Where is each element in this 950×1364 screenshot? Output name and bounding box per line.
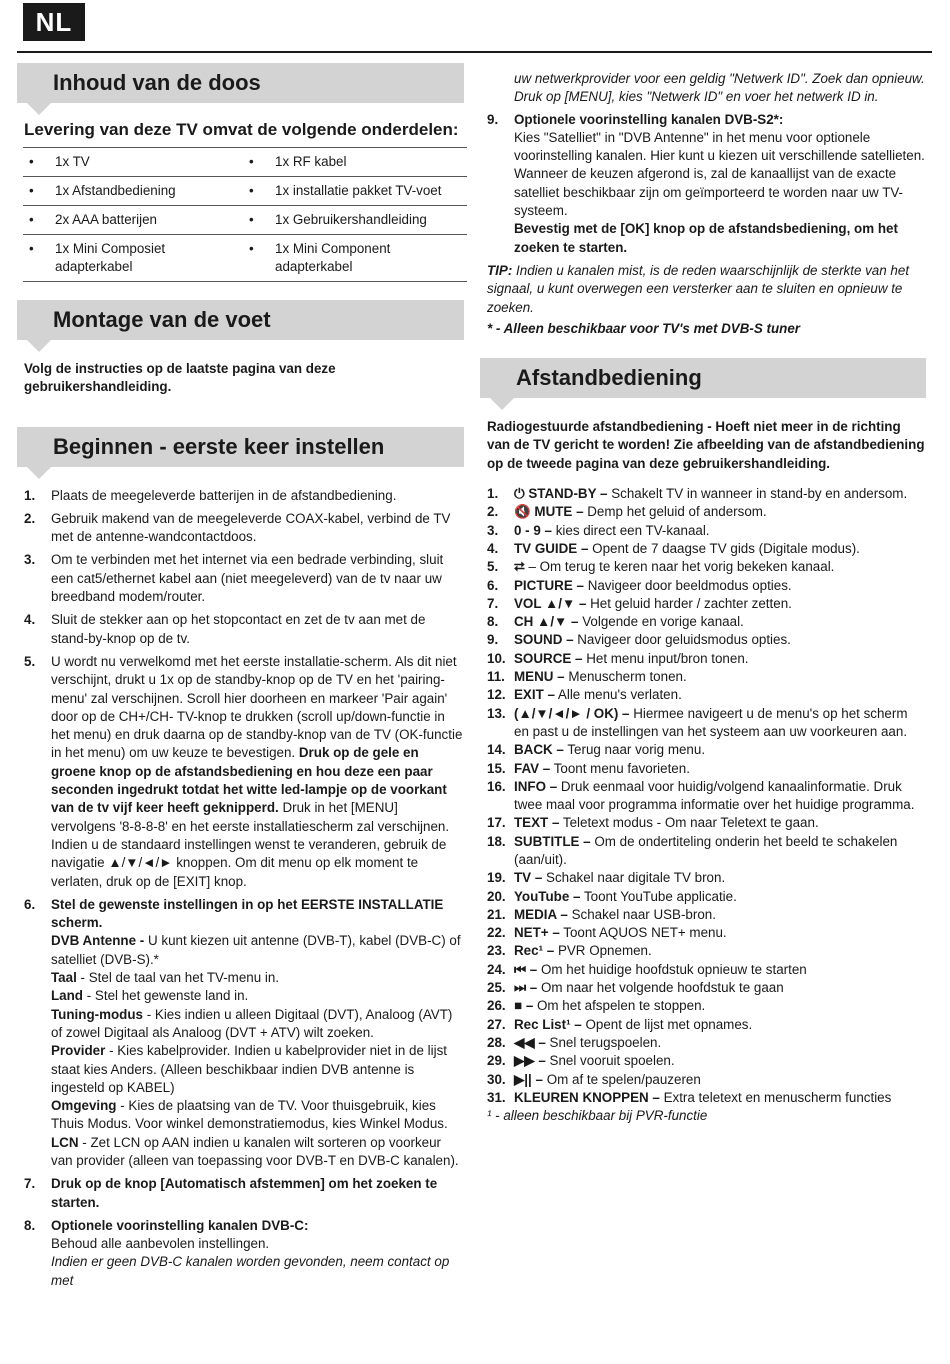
list-item: 3. 0 - 9 – kies direct een TV-kanaal. [487, 522, 710, 538]
list-item: 11. MENU – Menuscherm tonen. [487, 669, 687, 685]
list-item: 5. ⮂ – Om terug te keren naar het vorig bekeken kanaal. [487, 559, 835, 575]
list-item: 28. ◀◀ – Snel terugspoelen. [487, 1034, 662, 1050]
button-icon: ⏻ [514, 486, 525, 502]
table-row: • 2x AAA batterijen • 1x Gebruikershandleiding [23, 206, 467, 235]
button-icon: 🔇 [514, 504, 531, 520]
list-item: 6. Stel de gewenste instellingen in op het EERSTE INSTALLATIE scherm. DVB Antenne - U kunt kiezen uit antenne (DVB-T), kabel (DVB-C) of satelliet (DVB-S).* Taal - Stel de taal van het TV-menu in. Land - Stel het gewenste land in. Tuning-modus - Kies indien u alleen Digitaal (DVT), Analoog (AVT) of zowel Digitaal als Analoog (DVT + ATV) wilt zoeken. Provider - Kies kabelprovider. Indien u kabelprovider niet in de lijst staat kies Anders. (Alleen beschikbaar indien DVB antenne is ingesteld op KABEL) Omgeving - Kies de plaatsing van de TV. Voor thuisgebruik, kies Thuis Modus. Voor winkel demonstratiemodus, kies Winkel Modus. LCN - Zet LCN op AAN indien u kanalen wilt sorteren op voorkeur van provider (alleen van toepassing voor DVB-T en DVB-C kanalen). [24, 896, 461, 1168]
list-item: 26. ■ – Om het afspelen te stoppen. [487, 998, 706, 1014]
dvbs-note: * - Alleen beschikbaar voor TV's met DVB-S tuner [487, 320, 800, 336]
list-item: 7. Druk op de knop [Automatisch afstemmen] om het zoeken te starten. [24, 1176, 438, 1210]
list-item: 9. SOUND – Navigeer door geluidsmodus opties. [487, 632, 791, 648]
button-icon: ⏭ [514, 980, 527, 996]
button-icon: ■ [514, 998, 523, 1014]
list-item: 14. BACK – Terug naar vorig menu. [487, 742, 706, 758]
table-row: • 1x Afstandbediening • 1x installatie pakket TV-voet [23, 177, 467, 206]
button-icon: ▶▶ [514, 1053, 535, 1069]
pvr-note: ¹ - alleen beschikbaar bij PVR-functie [487, 1108, 708, 1124]
left-column [17, 63, 464, 1295]
table-cell: 1x Afstandbediening [55, 183, 176, 198]
list-item: 4. Sluit de stekker aan op het stopcontact en zet de tv aan met de stand-by-knop op de tv. [24, 612, 426, 646]
section-title: Inhoud van de doos [53, 70, 261, 95]
list-item: 27. Rec List¹ – Opent de lijst met opnames. [487, 1016, 753, 1032]
section-title: Montage van de voet [53, 307, 271, 332]
section-header-stand [17, 300, 464, 340]
stand-instructions: Volg de instructies op de laatste pagina van deze gebruikershandleiding. [24, 361, 336, 395]
box-contents-subtitle: Levering van deze TV omvat de volgende onderdelen: [24, 120, 459, 139]
list-item: 8. CH ▲/▼ – Volgende en vorige kanaal. [487, 614, 744, 630]
list-item: 4. TV GUIDE – Opent de 7 daagse TV gids (Digitale modus). [487, 540, 860, 556]
list-item: 10. SOURCE – Het menu input/bron tonen. [487, 650, 749, 666]
list-item: 17. TEXT – Teletext modus - Om naar Teletext te gaan. [487, 815, 819, 831]
table-cell: 1x RF kabel [275, 154, 347, 169]
list-item: 8. Optionele voorinstelling kanalen DVB-C: Behoud alle aanbevolen instellingen. Indien er geen DVB-C kanalen worden gevonden, neem contact op met [24, 1217, 450, 1288]
list-item: 1. ⏻ STAND-BY – Schakelt TV in wanneer in stand-by en andersom. [487, 486, 908, 502]
list-item: 5. U wordt nu verwelkomd met het eerste installatie-scherm. Als dit niet verschijnt, drukt u 1x op de standby-knop op de TV en het 'pairing-menu' zal verschijnen. Scroll hier doorheen en markeer 'Pair again' door op de CH+/CH- TV-knop te drukken (scroll up/down-functie in het menu) en druk daarna op de standby-knop van de TV (OK-functie in het menu) om uw keuze te bevestigen. Druk op de gele en groene knop op de afstandsbediening en hou deze een paar seconden ingedrukt totdat het witte led-lampje op de voorkant van de tv vijf keer heeft geknipperd. Druk in het [MENU] vervolgens '8-8-8-8' en het eerste installatiescherm zal verschijnen. Indien u de standaard instellingen wenst te veranderen, gebruik de navigatie ▲/▼/◄/► knoppen. Om dit menu op elk moment te verlaten, druk op de [EXIT] knop. [24, 653, 463, 889]
section-header-first-setup [17, 427, 464, 467]
box-contents-table [23, 147, 467, 282]
top-rule [17, 51, 932, 53]
button-icon: ⏮ [514, 961, 527, 977]
section-title: Afstandbediening [516, 365, 702, 391]
list-item: 31. KLEUREN KNOPPEN – Extra teletext en menuscherm functies [487, 1089, 892, 1105]
list-item: 30. ▶|| – Om af te spelen/pauzeren [487, 1071, 701, 1087]
button-icon: ◀◀ [514, 1034, 535, 1050]
setup-steps-cont [480, 111, 926, 257]
table-row: • 1x TV • 1x RF kabel [23, 148, 467, 177]
list-item: 21. MEDIA – Schakel naar USB-bron. [487, 906, 716, 922]
section-header-box-contents [17, 63, 464, 103]
right-column [480, 70, 926, 1125]
list-item: 13. (▲/▼/◄/► / OK) – Hiermee navigeert u de menu's op het scherm en past u de instellingen van het systeem aan uw voorkeuren aan. [487, 705, 908, 739]
list-item: 22. NET+ – Toont AQUOS NET+ menu. [487, 925, 727, 941]
list-item: 7. VOL ▲/▼ – Het geluid harder / zachter zetten. [487, 595, 792, 611]
table-cell: 1x Gebruikershandleiding [275, 212, 427, 227]
list-item: 19. TV – Schakel naar digitale TV bron. [487, 870, 726, 886]
table-cell: 2x AAA batterijen [55, 212, 157, 227]
list-item: 6. PICTURE – Navigeer door beeldmodus opties. [487, 577, 792, 593]
table-cell: 1x Mini Component adapterkabel [275, 241, 391, 274]
remote-buttons-list [480, 485, 926, 1107]
list-item: 15. FAV – Toont menu favorieten. [487, 760, 690, 776]
list-item: 23. Rec¹ – PVR Opnemen. [487, 943, 652, 959]
list-item: 1. Plaats de meegeleverde batterijen in de afstandbediening. [24, 487, 397, 503]
table-cell: 1x TV [55, 154, 90, 169]
list-item: 2. 🔇 MUTE – Demp het geluid of andersom. [487, 504, 767, 520]
list-item: 18. SUBTITLE – Om de ondertiteling onderin het beeld te schakelen (aan/uit). [487, 833, 898, 867]
list-item: 24. ⏮ – Om het huidige hoofdstuk opnieuw te starten [487, 961, 807, 977]
list-item: 16. INFO – Druk eenmaal voor huidig/volgend kanaalinformatie. Druk twee maal voor programma informatie over het huidige programma. [487, 778, 915, 813]
setup-steps [17, 487, 464, 1290]
list-item: 20. YouTube – Toont YouTube applicatie. [487, 888, 737, 904]
list-item: 2. Gebruik makend van de meegeleverde COAX-kabel, verbind de TV met de antenne-wandcontactdoos. [24, 510, 451, 545]
continued-text: uw netwerkprovider voor een geldig "Netwerk ID". Zoek dan opnieuw. Druk op [MENU], kies "Netwerk ID" en voer het netwerk ID in. [514, 71, 925, 105]
table-row: • 1x Mini Composiet adapterkabel • 1x Mini Component adapterkabel [23, 235, 467, 282]
language-badge: NL [23, 3, 85, 41]
section-title: Beginnen - eerste keer instellen [53, 433, 385, 459]
table-cell: 1x installatie pakket TV-voet [275, 183, 442, 198]
list-item: 12. EXIT – Alle menu's verlaten. [487, 687, 682, 703]
section-header-remote [480, 358, 926, 398]
list-item: 3. Om te verbinden met het internet via een bedrade verbinding, sluit een cat5/ethernet kabel aan (niet meegeleverd) van de tv naar uw breedband modem/router. [24, 552, 444, 605]
button-icon: ⮂ [514, 559, 525, 575]
remote-intro: Radiogestuurde afstandbediening - Hoeft niet meer in de richting van de TV gericht te worden! Zie afbeelding van de afstandbediening op de tweede pagina van deze gebruikershandleiding. [487, 419, 925, 471]
button-icon: ▶|| [514, 1071, 532, 1087]
table-cell: 1x Mini Composiet adapterkabel [55, 241, 166, 274]
list-item: 25. ⏭ – Om naar het volgende hoofdstuk te gaan [487, 980, 784, 996]
tip: TIP: Indien u kanalen mist, is de reden waarschijnlijk de sterkte van het signaal, u kunt overwegen een versterker aan te sluiten en opnieuw te zoeken. [487, 262, 910, 315]
list-item: 29. ▶▶ – Snel vooruit spoelen. [487, 1053, 675, 1069]
list-item: 9. Optionele voorinstelling kanalen DVB-S2*: Kies "Satelliet" in "DVB Antenne" in het menu voor optionele voorinstelling kanalen. Hier kunt u kiezen uit verschillende satellieten. Wanneer de keuzen afgerond is, zal de kanaallijst van de exacte satelliet beschikbaar zijn om geïmporteerd te worden naar uw TV-systeem. Bevestig met de [OK] knop op de afstandsbediening, om het zoeken te starten. [487, 111, 925, 255]
